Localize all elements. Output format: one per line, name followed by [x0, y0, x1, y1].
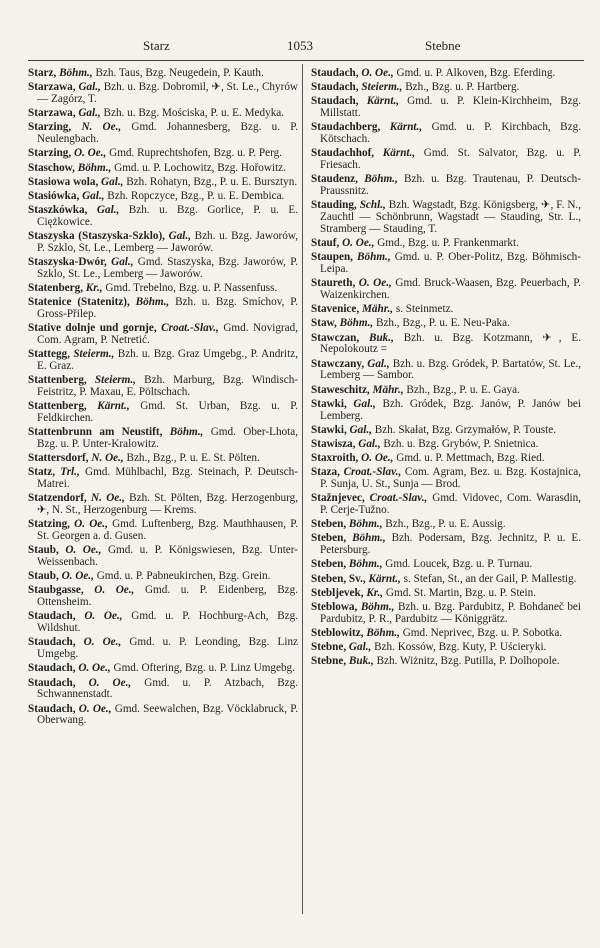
- entry-region: Kr.,: [366, 586, 384, 599]
- entry-name: Staxroith,: [311, 452, 359, 465]
- entry-name: Staszyska (Staszyska-Szklo),: [28, 230, 165, 243]
- entry-name: Stauf,: [311, 237, 340, 250]
- entry-text: Gmd. Bruck-Waasen, Bzg. Peuerbach, P. Waizenkirchen.: [320, 277, 582, 302]
- gazetteer-entry: [311, 200, 581, 235]
- right-column: [311, 68, 581, 671]
- entry-name: Statenice (Statenitz),: [28, 296, 130, 309]
- entry-region: Schl.,: [359, 199, 386, 212]
- entry-name: Stavenice,: [311, 303, 360, 316]
- entry-text: Bzh. u. Bzg. Mościska, P. u. E. Medyka.: [103, 107, 285, 120]
- entry-region: Kärnt.,: [366, 95, 400, 108]
- entry-region: Böhm.,: [364, 173, 398, 186]
- gazetteer-entry: [28, 585, 298, 609]
- entry-name: Staudach,: [28, 676, 76, 689]
- entry-name: Starzing,: [28, 121, 72, 134]
- entry-region: Steierm.,: [73, 348, 115, 361]
- page-number: 1053: [287, 38, 313, 53]
- entry-name: Staszkówka,: [28, 204, 88, 217]
- entry-region: O. Oe.,: [74, 518, 108, 531]
- entry-name: Starzing,: [28, 147, 72, 160]
- entry-region: Gal.,: [82, 189, 105, 202]
- entry-region: Böhm.,: [348, 558, 383, 571]
- entry-region: Kärnt.,: [389, 121, 423, 134]
- entry-name: Stattegg,: [28, 348, 70, 361]
- entry-region: O. Oe.,: [358, 277, 392, 290]
- gazetteer-entry: [28, 231, 298, 255]
- entry-name: Stative dolnje und gornje,: [28, 322, 157, 335]
- gazetteer-entry: [311, 238, 581, 250]
- gazetteer-entry: [28, 177, 298, 189]
- entry-region: Böhm.,: [169, 426, 204, 439]
- entry-text: Bzh. Taus, Bzg. Neugedein, P. Kauth.: [95, 67, 264, 79]
- entry-text: Bzh. u. Bzg. Kotzmann, ✈, E. Nepolokoutz =: [320, 331, 582, 356]
- entry-name: Starz,: [28, 67, 57, 79]
- entry-text: Bzh. St. Pölten, Bzg. Herzogenburg, ✈, N. St., Herzogenburg — Krems.: [37, 492, 299, 517]
- entry-name: Stattenbrunn am Neustift,: [28, 426, 163, 439]
- entry-region: O. Oe.,: [84, 610, 123, 623]
- entry-text: Gmd. Johannesberg, Bzg. u. P. Neulengbach.: [37, 121, 298, 146]
- entry-name: Staudachhof,: [311, 147, 375, 160]
- gazetteer-entry: [311, 602, 581, 626]
- entry-name: Statzendorf,: [28, 492, 87, 505]
- entry-region: O. Oe.,: [361, 67, 394, 79]
- entry-region: Croat.-Slav.,: [161, 322, 219, 335]
- entry-name: Staw,: [311, 317, 337, 330]
- entry-name: Statenberg,: [28, 282, 83, 295]
- header-last-entry: Stebne: [425, 38, 461, 53]
- entry-name: Stasiowa wola,: [28, 175, 99, 188]
- entry-name: Staudach,: [311, 81, 359, 94]
- gazetteer-entry: [28, 148, 298, 160]
- entry-text: Gmd. u. P. Hochburg-Ach, Bzg. Wildshut.: [37, 610, 299, 635]
- entry-region: Steierm.,: [94, 374, 136, 387]
- entry-name: Stasiówka,: [28, 189, 80, 202]
- entry-region: Kr.,: [85, 282, 103, 295]
- entry-region: N. Oe.,: [81, 121, 122, 134]
- gazetteer-entry: [311, 318, 581, 330]
- entry-region: Gal.,: [111, 256, 134, 269]
- entry-region: Kärnt.,: [97, 400, 130, 413]
- left-column: [28, 68, 298, 730]
- entry-text: Gmd. u. P. Königswiesen, Bzg. Unter-Weissenbach.: [37, 544, 298, 569]
- gazetteer-entry: [311, 278, 581, 302]
- entry-text: Bzh. Skałat, Bzg. Grzymałów, P. Touste.: [374, 423, 557, 436]
- entry-region: Böhm.,: [77, 161, 112, 174]
- entry-name: Staza,: [311, 466, 340, 479]
- entry-text: Gmd., Bzg. u. P. Frankenmarkt.: [377, 237, 519, 250]
- entry-region: Böhm.,: [59, 67, 93, 79]
- entry-name: Staschow,: [28, 161, 75, 174]
- gazetteer-entry: [28, 349, 298, 373]
- gazetteer-entry: [311, 453, 581, 465]
- gazetteer-entry: [311, 493, 581, 517]
- entry-region: Böhm.,: [348, 518, 383, 531]
- gazetteer-entry: [28, 257, 298, 281]
- gazetteer-entry: [28, 122, 298, 146]
- entry-text: Gmd. Novigrad, Com. Agram, P. Netretić.: [37, 322, 299, 347]
- entry-text: Gmd. u. P. Leonding, Bzg. Linz Umgebg.: [37, 636, 299, 661]
- entry-text: Bzh. Kossów, Bzg. Kuty, P. Uścieryki.: [374, 641, 547, 654]
- entry-region: O. Oe.,: [83, 636, 122, 649]
- entry-name: Staudach,: [311, 67, 359, 79]
- entry-region: N. Oe.,: [91, 452, 124, 465]
- gazetteer-entry: [28, 108, 298, 120]
- gazetteer-entry: [311, 574, 581, 586]
- entry-name: Starzawa,: [28, 81, 76, 94]
- entry-region: Mähr.,: [372, 383, 404, 396]
- entry-region: Gal.,: [168, 230, 191, 243]
- entry-text: Gmd. Vidovec, Com. Warasdin, P. Cerje-Tužno.: [320, 492, 581, 517]
- entry-text: Bzh. u. Bzg. Trautenau, P. Deutsch-Praussnitz.: [320, 173, 581, 198]
- entry-text: Bzh. u. Bzg. Graz Umgebg., P. Andritz, E. Graz.: [37, 348, 298, 372]
- entry-name: Staweschitz,: [311, 383, 370, 396]
- gazetteer-entry: [311, 122, 581, 146]
- header-rule: [28, 60, 584, 61]
- gazetteer-entry: [311, 96, 581, 120]
- gazetteer-entry: [28, 571, 298, 583]
- gazetteer-entry: [28, 453, 298, 465]
- entry-name: Steben,: [311, 532, 347, 545]
- entry-text: Bzh. Gródek, Bzg. Janów, P. Janów bei Lemberg.: [320, 397, 582, 422]
- gazetteer-entry: [28, 519, 298, 543]
- entry-text: Gmd. Seewalchen, Bzg. Vöcklabruck, P. Oberwang.: [37, 702, 298, 727]
- entry-text: Bzh., Bzg., P. u. E. St. Pölten.: [126, 452, 260, 465]
- entry-region: Buk.,: [348, 655, 374, 668]
- entry-region: Böhm.,: [357, 251, 391, 264]
- gazetteer-entry: [311, 467, 581, 491]
- entry-name: Steblowitz,: [311, 627, 364, 640]
- entry-region: N. Oe.,: [91, 492, 125, 505]
- entry-region: O. Oe.,: [78, 702, 112, 715]
- entry-name: Staub,: [28, 544, 59, 557]
- gazetteer-entry: [28, 323, 298, 347]
- entry-text: Bzh. u. Bzg. Pardubitz, P. Bohdaneč bei Pardubitz, P. R., Pardubitz — Königgrätz.: [320, 601, 581, 625]
- entry-region: Böhm.,: [135, 296, 170, 309]
- entry-region: Böhm.,: [352, 532, 386, 545]
- entry-text: Gmd. u. P. Alkoven, Bzg. Eferding.: [396, 67, 556, 79]
- entry-text: Gmd. St. Salvator, Bzg. u. P. Friesach.: [320, 147, 582, 172]
- entry-text: Gmd. u. P. Eidenberg, Bzg. Ottensheim.: [37, 584, 299, 609]
- entry-name: Stattersdorf,: [28, 452, 89, 465]
- entry-region: Gal.,: [367, 357, 390, 370]
- entry-text: Bzh. u. Bzg. Dobromil, ✈, St. Le., Chyrów — Zagórz, T.: [37, 81, 299, 105]
- entry-name: Stawczan,: [311, 331, 360, 344]
- entry-name: Steben,: [311, 558, 347, 571]
- gazetteer-entry: [28, 283, 298, 295]
- gazetteer-entry: [311, 588, 581, 600]
- entry-name: Staudach,: [28, 662, 76, 675]
- gazetteer-entry: [311, 82, 581, 94]
- entry-text: Gmd. Loucek, Bzg. u. P. Turnau.: [385, 558, 533, 571]
- entry-text: Gmd. u. P. Pabneukirchen, Bzg. Grein.: [96, 570, 271, 583]
- gazetteer-entry: [311, 148, 581, 172]
- entry-region: Gal.,: [358, 437, 381, 450]
- gazetteer-entry: [311, 642, 581, 654]
- entry-text: Bzh. u. Bzg. Gródek, P. Bartatów, St. Le., Lemberg — Sambor.: [320, 357, 582, 382]
- entry-region: O. Oe.,: [342, 237, 375, 250]
- entry-region: Gal.,: [101, 175, 124, 188]
- entry-region: Gal.,: [78, 107, 101, 120]
- entry-name: Statz,: [28, 466, 56, 479]
- entry-text: Bzh., Bzg. u. P. Hartberg.: [405, 81, 520, 94]
- entry-text: Gmd. St. Martin, Bzg. u. P. Stein.: [385, 586, 537, 599]
- entry-text: Bzh., Bzg., P. u. E. Gaya.: [406, 383, 520, 396]
- gazetteer-entry: [28, 205, 298, 229]
- entry-region: O. Oe.,: [78, 662, 111, 675]
- entry-region: O. Oe.,: [74, 147, 107, 160]
- entry-name: Stawisza,: [311, 437, 356, 450]
- gazetteer-entry: [28, 611, 298, 635]
- entry-name: Stebne,: [311, 641, 347, 654]
- gazetteer-entry: [28, 663, 298, 675]
- entry-text: Gmd. u. P. Kirchbach, Bzg. Kötschach.: [320, 121, 582, 146]
- entry-name: Stauding,: [311, 199, 357, 212]
- entry-name: Staudach,: [311, 95, 359, 108]
- entry-text: Gmd. St. Urban, Bzg. u. P. Feldkirchen.: [37, 400, 299, 424]
- gazetteer-entry: [311, 519, 581, 531]
- gazetteer-entry: [311, 399, 581, 423]
- entry-text: Bzh. u. Bzg. Smíchov, P. Gross-Přilep.: [37, 296, 299, 321]
- gazetteer-entry: [311, 385, 581, 397]
- gazetteer-entry: [28, 401, 298, 425]
- entry-name: Stebne,: [311, 655, 347, 668]
- gazetteer-entry: [28, 704, 298, 728]
- entry-region: Kärnt.,: [368, 572, 401, 585]
- entry-region: O. Oe.,: [361, 452, 394, 465]
- entry-name: Stawki,: [311, 423, 347, 436]
- gazetteer-entry: [28, 191, 298, 203]
- entry-text: Bzh. Wagstadt, Bzg. Königsberg, ✈, F. N., Zauchtl — Schönbrunn, Wagstadt — Stauding, Str. L., Stramberg — Stauding, T.: [320, 199, 582, 235]
- entry-name: Steblowa,: [311, 601, 358, 614]
- entry-region: O. Oe.,: [61, 570, 94, 583]
- entry-region: Trl.,: [60, 466, 80, 479]
- entry-text: Gmd. Neprivec, Bzg. u. P. Sobotka.: [402, 627, 563, 640]
- entry-name: Staudach,: [28, 610, 76, 623]
- gazetteer-entry: [311, 304, 581, 316]
- entry-name: Staub,: [28, 570, 59, 583]
- entry-text: s. Steinmetz.: [395, 303, 454, 316]
- entry-text: Bzh. Rohatyn, Bzg., P. u. E. Bursztyn.: [126, 175, 298, 188]
- entry-region: Böhm.,: [339, 317, 374, 330]
- entry-text: Bzh. Wiżnitz, Bzg. Putilla, P. Dolhopole.: [376, 655, 560, 668]
- gazetteer-entry: [28, 467, 298, 491]
- gazetteer-entry: [28, 637, 298, 661]
- entry-region: Gal.,: [349, 423, 372, 436]
- entry-text: Bzh., Bzg., P. u. E. Neu-Paka.: [375, 317, 510, 330]
- entry-name: Stawki,: [311, 397, 347, 410]
- gazetteer-entry: [311, 252, 581, 276]
- entry-name: Stawczany,: [311, 357, 365, 370]
- entry-region: Gal.,: [348, 641, 372, 654]
- entry-region: Croat.-Slav.,: [369, 492, 428, 505]
- gazetteer-entry: [28, 163, 298, 175]
- entry-region: Steierm.,: [361, 81, 403, 94]
- entry-region: Mähr.,: [361, 303, 394, 316]
- gazetteer-entry: [28, 493, 298, 517]
- gazetteer-entry: [311, 425, 581, 437]
- gazetteer-entry: [311, 533, 581, 557]
- entry-text: Bzh. u. Bzg. Jaworów, P. Szklo, St. Le., Lemberg — Jaworów.: [37, 230, 299, 254]
- gazetteer-entry: [311, 333, 581, 357]
- gazetteer-entry: [28, 545, 298, 569]
- entry-text: Gmd. u. P. Klein-Kirchheim, Bzg. Millstatt.: [320, 95, 582, 120]
- gazetteer-entry: [311, 628, 581, 640]
- gazetteer-entry: [28, 82, 298, 106]
- entry-text: Gmd. Mühlbachl, Bzg. Steinach, P. Deutsch-Matrei.: [37, 466, 298, 491]
- gazetteer-entry: [311, 174, 581, 198]
- entry-region: O. Oe.,: [88, 676, 132, 689]
- entry-name: Staszyska-Dwór,: [28, 256, 107, 269]
- gazetteer-entry: [311, 439, 581, 451]
- entry-name: Stattenberg,: [28, 374, 87, 387]
- entry-region: Böhm.,: [360, 601, 395, 614]
- entry-region: Buk.,: [369, 331, 394, 344]
- entry-text: Gmd. u. P. Ober-Politz, Bzg. Böhmisch-Leipa.: [320, 251, 582, 276]
- entry-region: O. Oe.,: [65, 544, 102, 557]
- gazetteer-entry: [28, 678, 298, 702]
- entry-text: Gmd. Trebelno, Bzg. u. P. Nassenfuss.: [105, 282, 278, 295]
- entry-region: O. Oe.,: [94, 584, 135, 597]
- entry-name: Stebljevek,: [311, 586, 364, 599]
- header-first-entry: Starz: [143, 38, 170, 53]
- gazetteer-entry: [311, 656, 581, 668]
- entry-name: Staubgasse,: [28, 584, 84, 597]
- gazetteer-entry: [28, 297, 298, 321]
- gazetteer-entry: [311, 359, 581, 383]
- entry-text: Bzh., Bzg., P. u. E. Aussig.: [385, 518, 506, 531]
- entry-text: Gmd. u. P. Mettmach, Bzg. Ried.: [396, 452, 545, 465]
- gazetteer-entry: [28, 375, 298, 399]
- entry-region: Gal.,: [96, 204, 120, 217]
- entry-name: Staudenz,: [311, 173, 358, 186]
- entry-text: Gmd. Oftering, Bzg. u. P. Linz Umgebg.: [113, 662, 295, 675]
- entry-region: Böhm.,: [366, 627, 400, 640]
- entry-text: Com. Agram, Bez. u. Bzg. Kostajnica, P. Sunja, U. St., Sunja — Brod.: [320, 466, 582, 491]
- entry-region: Gal.,: [78, 81, 101, 94]
- entry-text: Gmd. u. P. Atzbach, Bzg. Schwannenstadt.: [37, 676, 299, 701]
- gazetteer-entry: [28, 427, 298, 451]
- entry-text: Gmd. Ober-Lhota, Bzg. u. P. Unter-Kralowitz.: [37, 426, 299, 450]
- entry-name: Staupen,: [311, 251, 353, 264]
- entry-name: Starzawa,: [28, 107, 76, 120]
- entry-text: Bzh. u. Bzg. Grybów, P. Snietnica.: [383, 437, 539, 450]
- entry-text: Bzh. u. Bzg. Gorlice, P. u. E. Ciężkowice.: [37, 204, 299, 228]
- entry-name: Staudachberg,: [311, 121, 381, 134]
- entry-name: Staudach,: [28, 702, 76, 715]
- entry-name: Stažnjevec,: [311, 492, 365, 505]
- entry-name: Steben, Sv.,: [311, 572, 366, 585]
- entry-name: Statzing,: [28, 518, 70, 531]
- entry-text: Gmd. Staszyska, Bzg. Jaworów, P. Szklo, St. Le., Lemberg — Jaworów.: [37, 256, 299, 280]
- entry-name: Stattenberg,: [28, 400, 87, 413]
- entry-region: Croat.-Slav.,: [343, 466, 402, 479]
- entry-text: s. Stefan, St., an der Gail, P. Mallestig.: [403, 572, 577, 585]
- entry-name: Staudach,: [28, 636, 76, 649]
- page-header: [0, 38, 600, 58]
- gazetteer-entry: [311, 68, 581, 80]
- entry-name: Staureth,: [311, 277, 356, 290]
- entry-text: Bzh. Ropczyce, Bzg., P. u. E. Dembica.: [107, 189, 285, 202]
- entry-region: Kärnt.,: [382, 147, 416, 160]
- gazetteer-entry: [28, 68, 298, 80]
- gazetteer-entry: [311, 559, 581, 571]
- entry-text: Bzh. Marburg, Bzg. Windisch-Feistritz, P. Maxau, E. Pöltschach.: [37, 374, 299, 398]
- entry-region: Gal.,: [353, 397, 376, 410]
- entry-text: Gmd. u. P. Lochowitz, Bzg. Hořowitz.: [114, 161, 286, 174]
- entry-name: Steben,: [311, 518, 347, 531]
- entry-text: Bzh. Podersam, Bzg. Jechnitz, P. u. E. Petersburg.: [320, 532, 581, 557]
- entry-text: Gmd. Luftenberg, Bzg. Mauthhausen, P. St. Georgen a. d. Gusen.: [37, 518, 299, 543]
- column-divider: [302, 64, 303, 914]
- entry-text: Gmd. Ruprechtshofen, Bzg. u. P. Perg.: [109, 147, 282, 160]
